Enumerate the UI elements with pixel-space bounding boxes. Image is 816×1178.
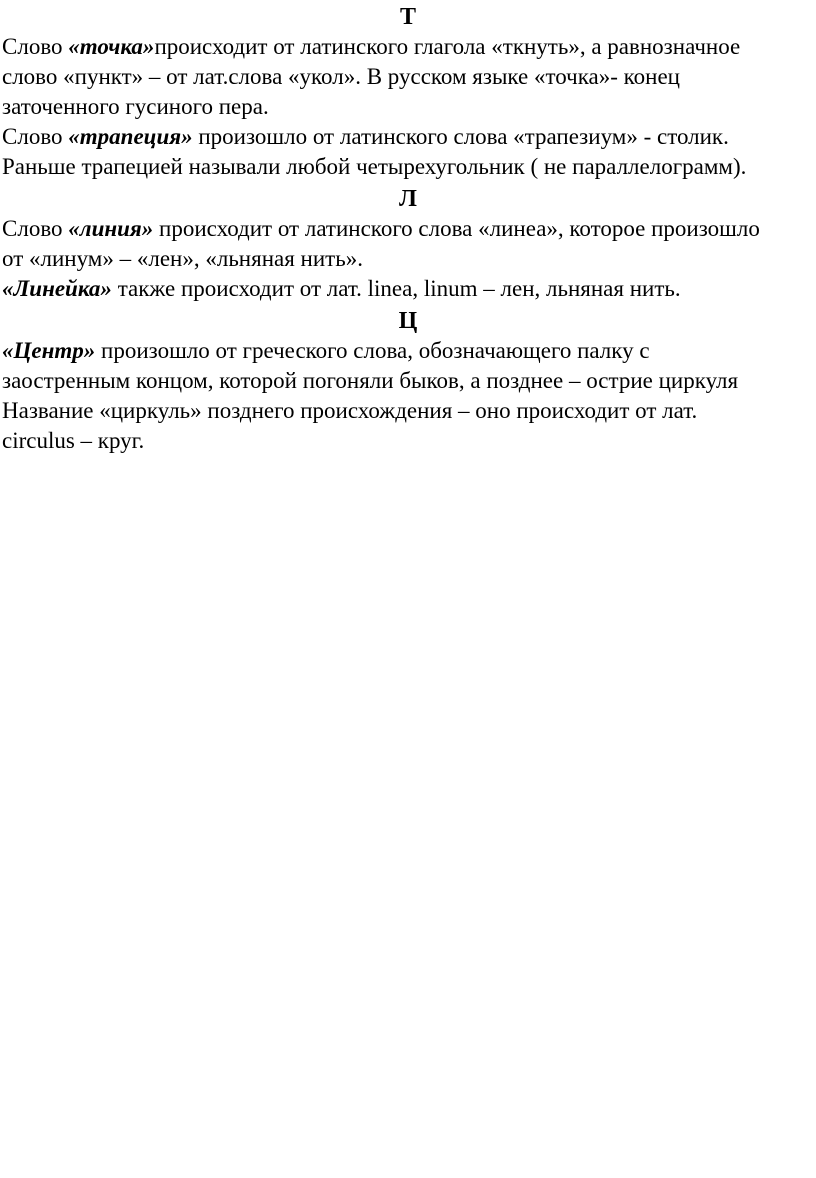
text-line: также происходит от лат. linea, linum – лен, льняная нить. [111,276,681,301]
text-line: заостренным концом, которой погоняли быков, а позднее – острие циркуля [2,368,739,393]
text-line: Раньше трапецией называли любой четырехугольник ( не параллелограмм). [2,154,747,179]
section-letter-t: Т [399,4,416,30]
term-lineyka: «Линейка» [2,276,112,301]
text-line: происходит от латинского глагола «ткнуть», а равнозначное [154,34,741,59]
term-centr: «Центр» [2,338,96,363]
text-line: от «линум» – «лен», «льняная нить». [2,246,363,271]
section-letter-ts: Ц [398,308,418,334]
paragraph-lineyka [2,274,814,304]
text-line: заточенного гусиного пера. [2,94,269,119]
text-line: Название «циркуль» позднего происхождения – оно происходит от лат. [2,398,698,423]
paragraph-liniya [2,214,814,274]
paragraph-prefix: Слово [2,34,69,59]
text-line: произошло от греческого слова, обозначающего палку с [95,338,650,363]
section-letter-l: Л [399,186,417,212]
term-trapeciya: «трапеция» [68,124,193,149]
text-line: происходит от латинского слова «линеа», которое произошло [153,216,760,241]
paragraph-tochka [2,32,814,122]
text-line: произошло от латинского слова «трапезиум» - столик. [192,124,729,149]
document-page [2,0,814,456]
paragraph-prefix: Слово [2,124,69,149]
text-line: circulus – круг. [2,428,145,453]
paragraph-prefix: Слово [2,216,69,241]
paragraph-centr [2,336,814,456]
term-tochka: «точка» [68,34,155,59]
term-liniya: «линия» [68,216,154,241]
text-line: слово «пункт» – от лат.слова «укол». В русском языке «точка»- конец [2,64,680,89]
paragraph-trapeciya [2,122,814,182]
